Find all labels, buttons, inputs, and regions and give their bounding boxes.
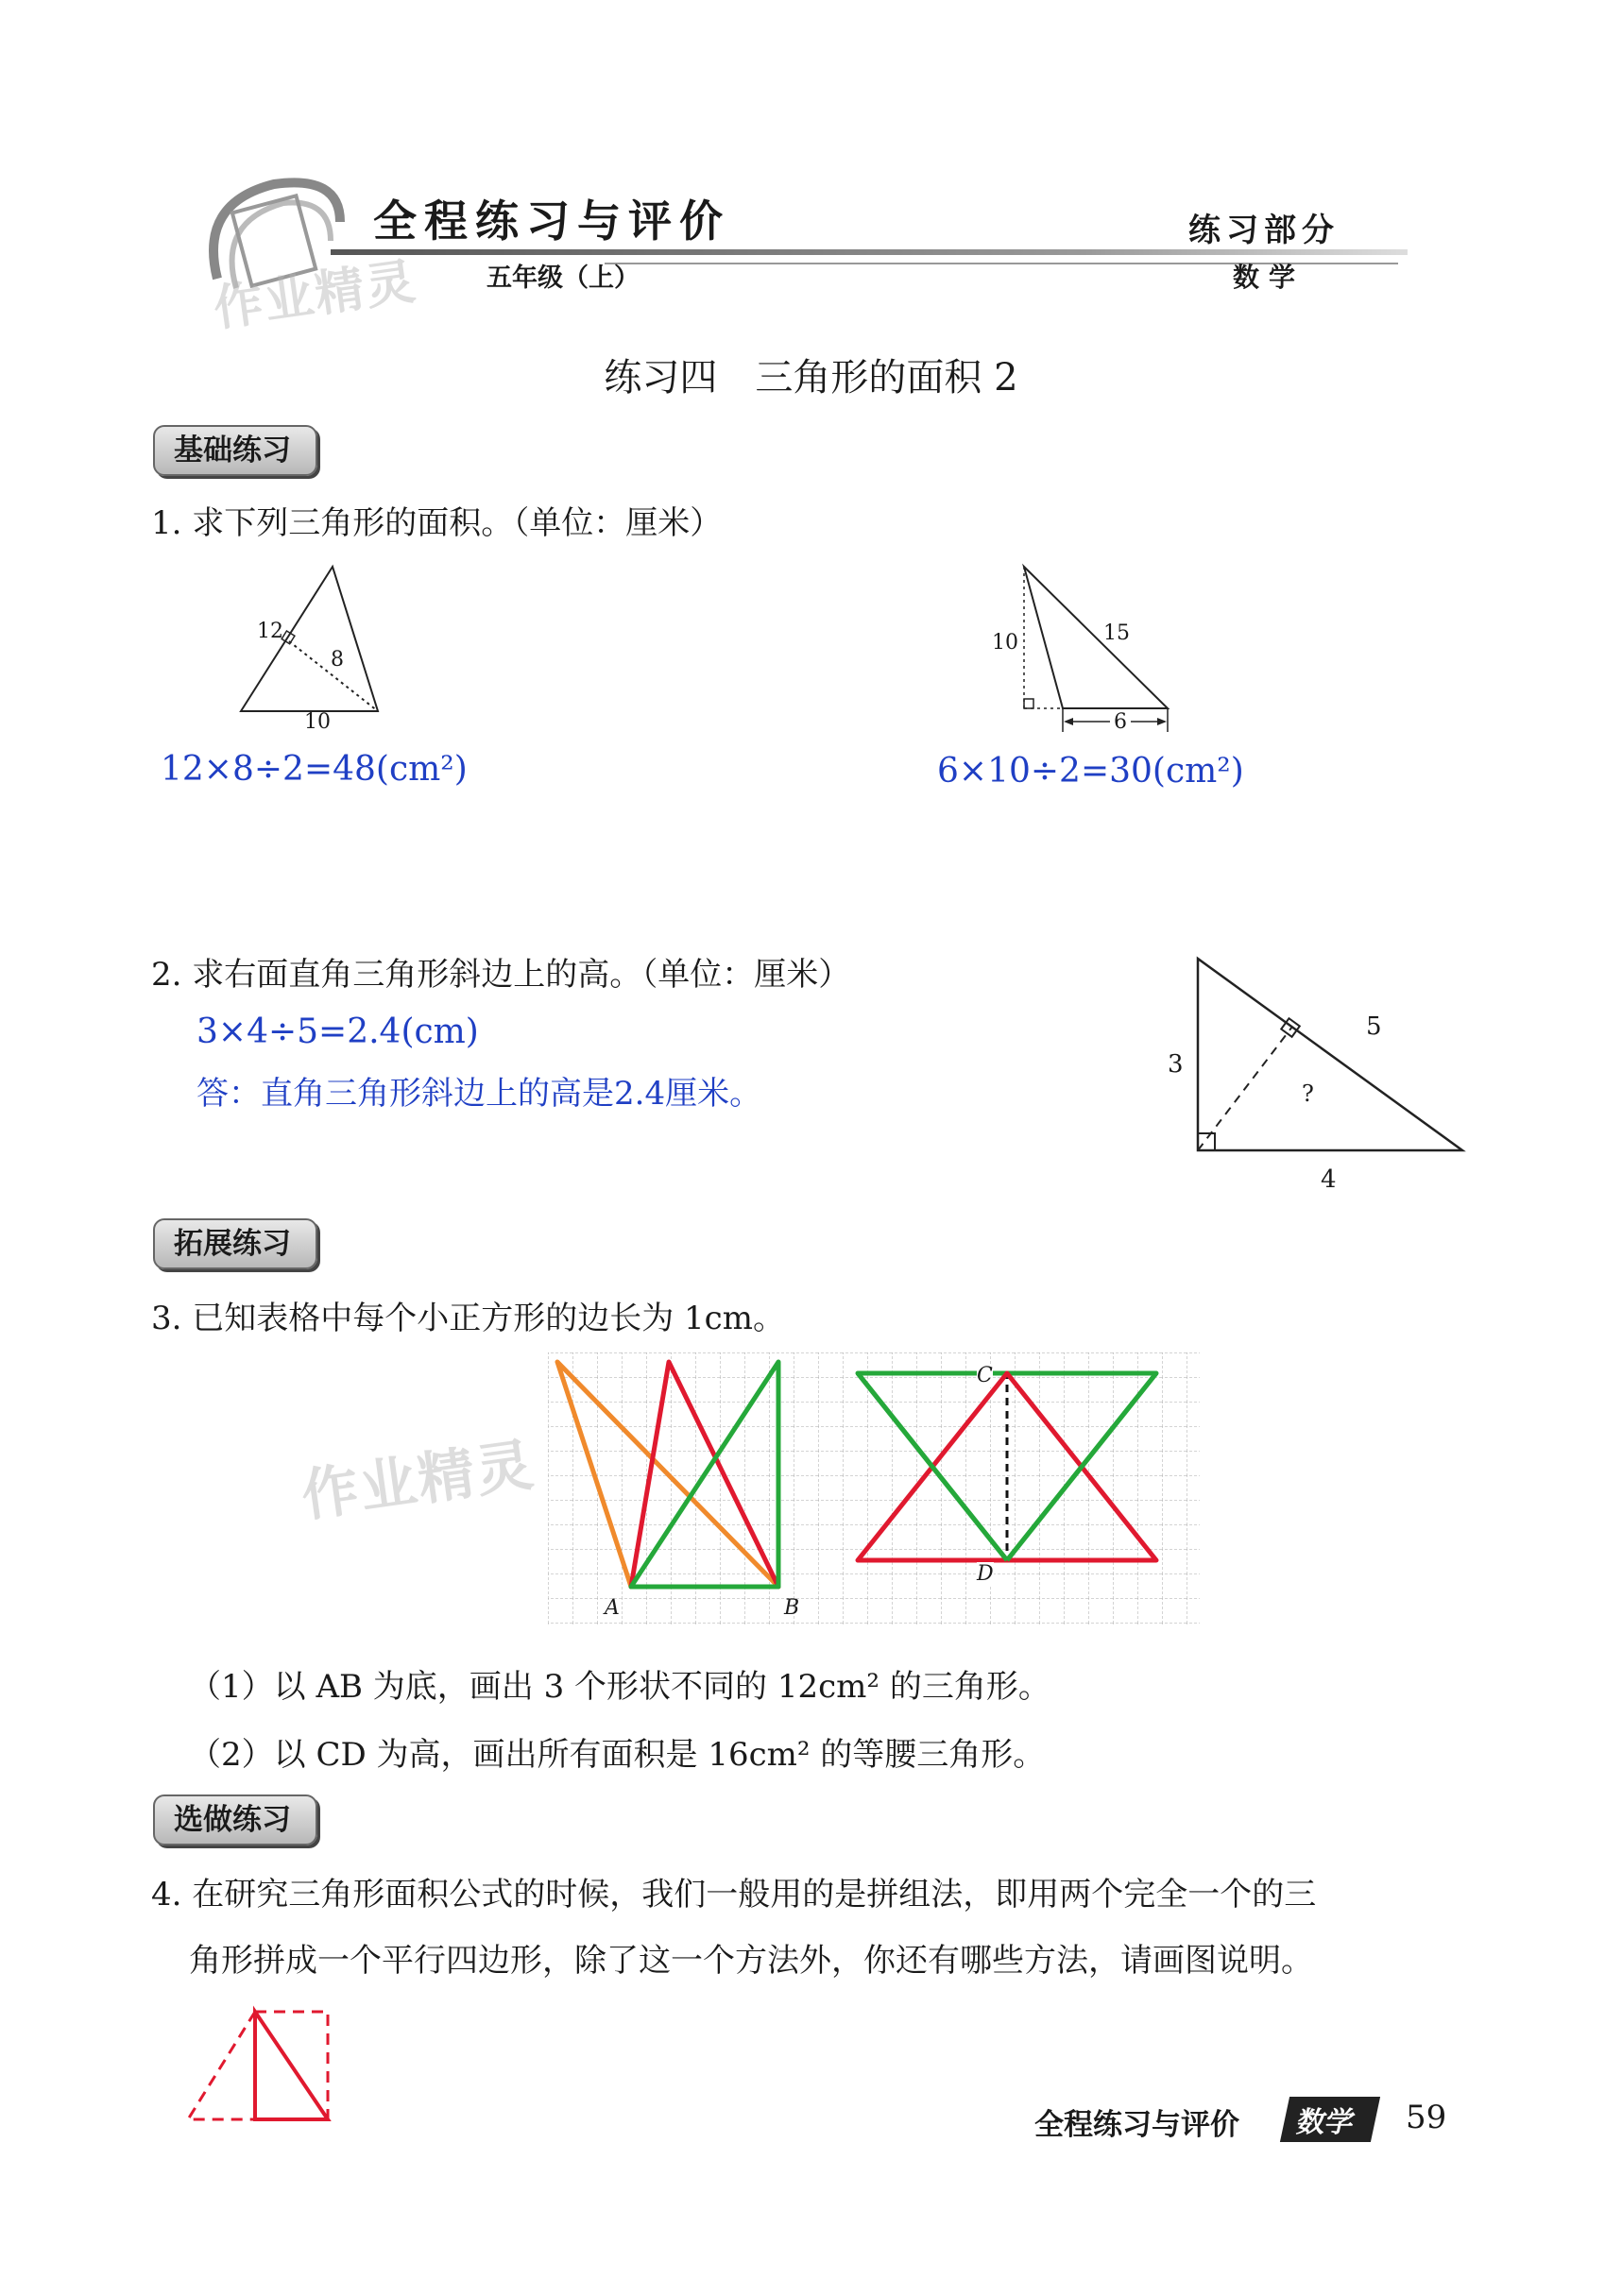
q3-label-a: A xyxy=(605,1596,620,1620)
q1-fig2-height-label: 10 xyxy=(992,631,1018,655)
q1-text: 1. 求下列三角形的面积。（单位：厘米） xyxy=(151,504,723,542)
header-subject: 数学 xyxy=(1233,262,1306,293)
q3-sub2: （2）以 CD 为高，画出所有面积是 16cm² 的等腰三角形。 xyxy=(189,1736,1046,1774)
q1-answer-2: 6×10÷2=30(cm²) xyxy=(937,752,1244,791)
q1-fig2-hyp-label: 15 xyxy=(1103,621,1130,645)
page-number: 59 xyxy=(1406,2099,1447,2136)
q1-fig2-base-label: 6 xyxy=(1110,710,1131,734)
q2-unknown-label: ? xyxy=(1302,1080,1314,1107)
q2-leg-a-label: 3 xyxy=(1168,1050,1184,1079)
q4-line2: 角形拼成一个平行四边形，除了这一个方法外，你还有哪些方法，请画图说明。 xyxy=(189,1942,1313,1980)
section-badge-extend: 拓展练习 xyxy=(153,1218,317,1269)
q2-answer-line2: 答：直角三角形斜边上的高是2.4厘米。 xyxy=(196,1075,762,1113)
q1-figure-2 xyxy=(1001,567,1190,737)
q2-leg-b-label: 4 xyxy=(1321,1165,1337,1194)
watermark-top: 作业精灵 xyxy=(210,253,420,338)
q3-label-d: D xyxy=(977,1562,994,1586)
q3-text: 3. 已知表格中每个小正方形的边长为 1cm。 xyxy=(151,1300,785,1337)
q4-figure xyxy=(184,2008,335,2131)
footer-subject: 数学 xyxy=(1280,2097,1380,2142)
watermark-mid: 作业精灵 xyxy=(298,1432,539,1530)
header-grade: 五年级（上） xyxy=(487,264,640,293)
q3-grid-figure xyxy=(548,1352,1200,1626)
q2-figure xyxy=(1190,954,1474,1162)
q1-fig1-height-label: 8 xyxy=(331,648,344,672)
footer-text: 全程练习与评价 xyxy=(1034,2108,1239,2142)
q1-fig1-side-label: 12 xyxy=(257,620,283,643)
q3-label-c: C xyxy=(977,1364,993,1387)
q2-answer-line1: 3×4÷5=2.4(cm) xyxy=(196,1012,479,1051)
q1-answer-1: 12×8÷2=48(cm²) xyxy=(161,750,468,789)
q2-text: 2. 求右面直角三角形斜边上的高。（单位：厘米） xyxy=(151,956,851,994)
q3-label-b: B xyxy=(784,1596,800,1620)
header-title: 全程练习与评价 xyxy=(373,196,730,247)
section-badge-basic: 基础练习 xyxy=(153,425,317,476)
header-part: 练习部分 xyxy=(1188,212,1340,249)
section-badge-optional: 选做练习 xyxy=(153,1794,317,1845)
q3-sub1: （1）以 AB 为底，画出 3 个形状不同的 12cm² 的三角形。 xyxy=(189,1668,1050,1706)
q2-hyp-label: 5 xyxy=(1366,1012,1382,1041)
q1-fig1-base-label: 10 xyxy=(304,710,331,734)
q4-line1: 4. 在研究三角形面积公式的时候，我们一般用的是拼组法，即用两个完全一个的三 xyxy=(151,1876,1317,1913)
lesson-title: 练习四 三角形的面积 2 xyxy=(604,356,1018,400)
